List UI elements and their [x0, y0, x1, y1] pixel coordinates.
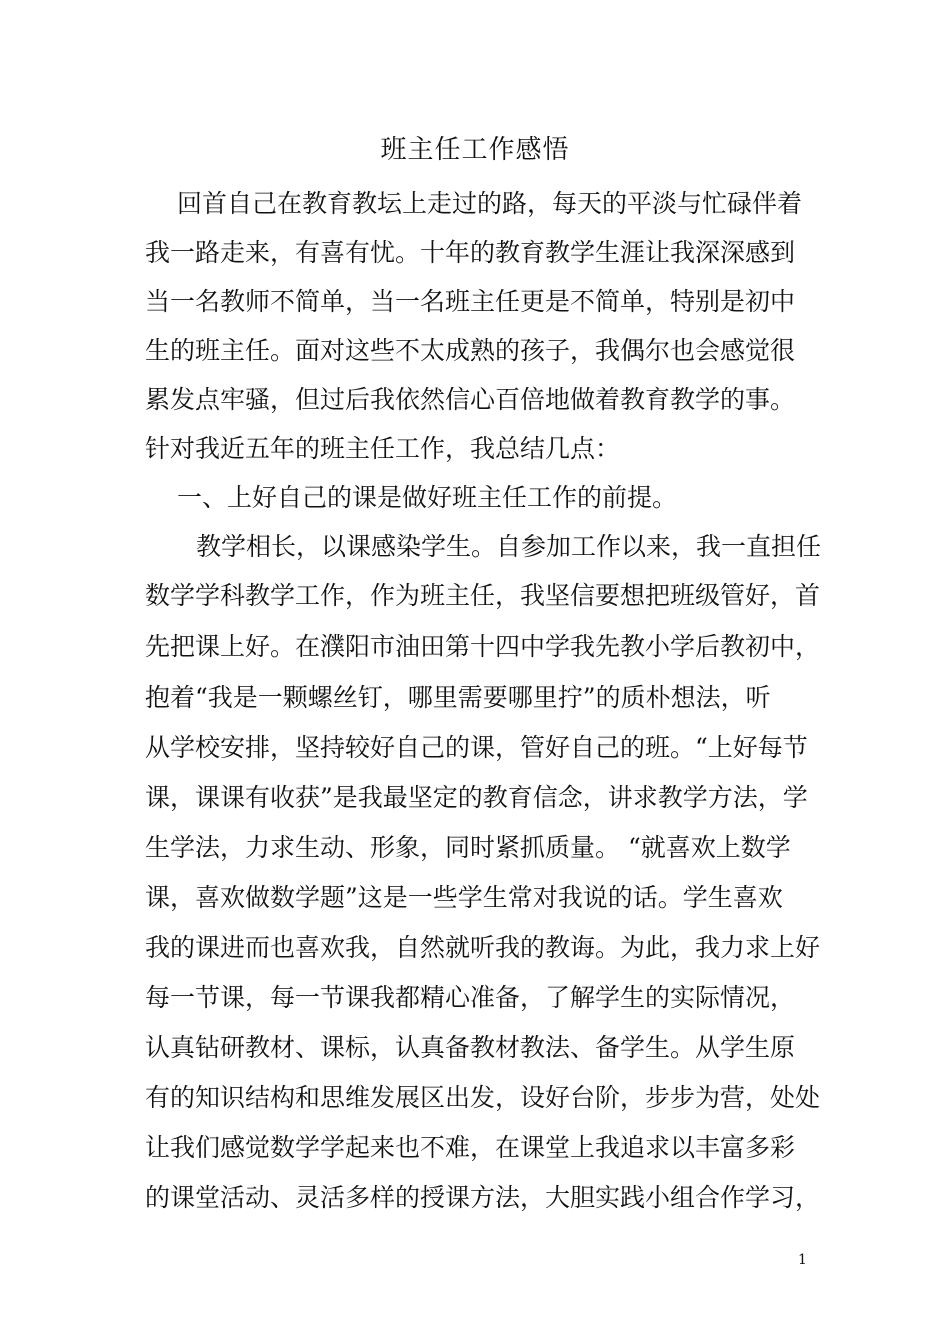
text-line: 课，课课有收获”是我最坚定的教育信念，讲求教学方法，学	[145, 783, 808, 812]
text-line: 课，喜欢做数学题”这是一些学生常对我说的话。学生喜欢	[145, 883, 783, 912]
text-line: 当一名教师不简单，当一名班主任更是不简单，特别是初中	[145, 287, 796, 316]
text-line: 我一路走来，有喜有忧。十年的教育教学生涯让我深深感到	[145, 238, 796, 267]
text-line: 生的班主任。面对这些不太成熟的孩子，我偶尔也会感觉很	[145, 336, 796, 365]
text-line: 让我们感觉数学学起来也不难，在课堂上我追求以丰富多彩	[145, 1133, 796, 1162]
document-title: 班主任工作感悟	[380, 135, 570, 165]
text-line: 有的知识结构和思维发展区出发，设好台阶，步步为营，处处	[145, 1083, 821, 1112]
text-line: 先把课上好。在濮阳市油田第十四中学我先教小学后教初中，	[145, 632, 821, 661]
text-line: 每一节课，每一节课我都精心准备，了解学生的实际情况，	[145, 983, 796, 1012]
text-line: 教学相长，以课感染学生。自参加工作以来，我一直担任	[196, 532, 822, 561]
text-line: 认真钻研教材、课标，认真备教材教法、备学生。从学生原	[145, 1033, 796, 1062]
text-line: 抱着“我是一颗螺丝钉，哪里需要哪里拧”的质朴想法，听	[145, 683, 771, 712]
text-line: 从学校安排，坚持较好自己的课，管好自己的班。“上好每节	[145, 733, 808, 762]
text-line: 数学学科教学工作，作为班主任，我坚信要想把班级管好，首	[145, 581, 821, 610]
text-line: 针对我近五年的班主任工作，我总结几点：	[145, 434, 621, 463]
text-line: 我的课进而也喜欢我，自然就听我的教诲。为此，我力求上好	[145, 933, 821, 962]
page-number: 1	[798, 1252, 807, 1268]
text-line: 的课堂活动、灵活多样的授课方法，大胆实践小组合作学习，	[145, 1183, 821, 1212]
section-heading: 一、上好自己的课是做好班主任工作的前提。	[177, 483, 678, 512]
text-line: 生学法，力求生动、形象，同时紧抓质量。 “就喜欢上数学	[145, 833, 791, 862]
text-line: 回首自己在教育教坛上走过的路，每天的平淡与忙碌伴着	[177, 189, 803, 218]
text-line: 累发点牢骚，但过后我依然信心百倍地做着教育教学的事。	[145, 385, 796, 414]
